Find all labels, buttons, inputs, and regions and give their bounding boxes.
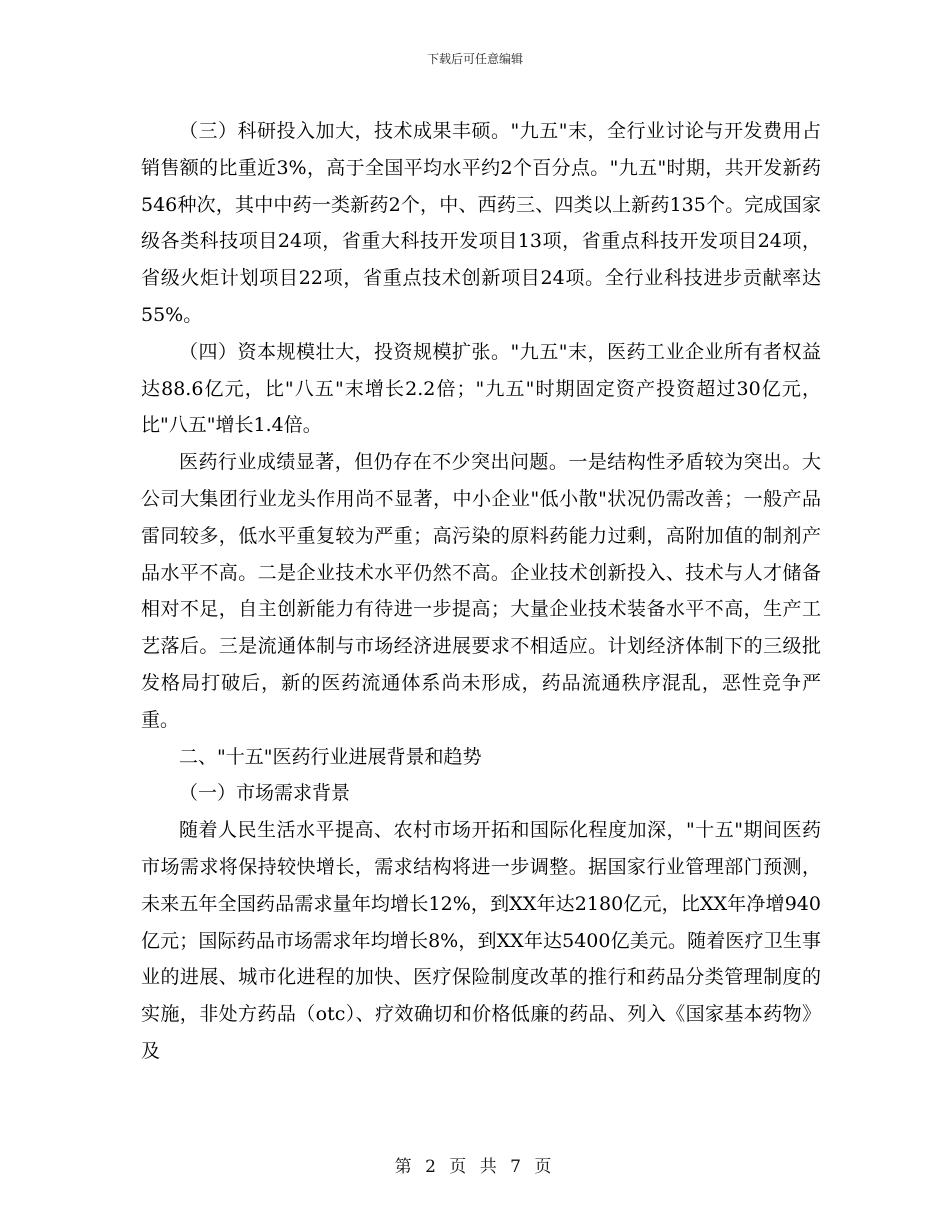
download-edit-note: 下载后可任意编辑 [426,52,523,66]
section-heading-background-trends: 二、"十五"医药行业进展背景和趋势 [179,745,482,768]
subsection-heading-market-demand: （一）市场需求背景 [179,782,351,805]
paragraph-market-demand: 随着人民生活水平提高、农村市场开拓和国际化程度加深，"十五"期间医药市场需求将保持较快增长，需求结构将进一步调整。据国家行业管理部门预测，未来五年全国药品需求量年均增长12%，到XX年达2180亿元，比XX年净增940亿元；国际药品市场需求年均增长8%，到XX年达5400亿美元。随着医疗卫生事业的进展、城市化进程的加快、医疗保险制度改革的推行和药品分类管理制度的实施，非处方药品（otc）、疗效确切和价格低廉的药品、列入《国家基本药物》及 [141,819,821,1062]
paragraph-research-investment: （三）科研投入加大，技术成果丰硕。"九五"末，全行业讨论与开发费用占销售额的比重近3%，高于全国平均水平约2个百分点。"九五"时期，共开发新药546种次，其中中药一类新药2个，中、西药三、四类以上新药135个。完成国家级各类科技项目24项，省重大科技开发项目13项，省重点科技开发项目24项，省级火炬计划项目22项，省重点技术创新项目24项。全行业科技进步贡献率达55%。 [141,120,821,326]
paragraph-industry-problems: 医药行业成绩显著，但仍存在不少突出问题。一是结构性矛盾较为突出。大公司大集团行业龙头作用尚不显著，中小企业"低小散"状况仍需改善；一般产品雷同较多，低水平重复较为严重；高污染的原料药能力过剩，高附加值的制剂产品水平不高。二是企业技术水平仍然不高。企业技术创新投入、技术与人才储备相对不足，自主创新能力有待进一步提高；大量企业技术装备水平不高，生产工艺落后。三是流通体制与市场经济进展要求不相适应。计划经济体制下的三级批发格局打破后，新的医药流通体系尚未形成，药品流通秩序混乱，恶性竞争严重。 [141,451,821,731]
paragraph-capital-scale: （四）资本规模壮大，投资规模扩张。"九五"末，医药工业企业所有者权益达88.6亿元，比"八五"末增长2.2倍；"九五"时期固定资产投资超过30亿元，比"八五"增长1.4倍。 [141,340,821,437]
document-body [141,113,821,1070]
page-indicator: 第 2 页 共 7 页 [394,1157,556,1177]
